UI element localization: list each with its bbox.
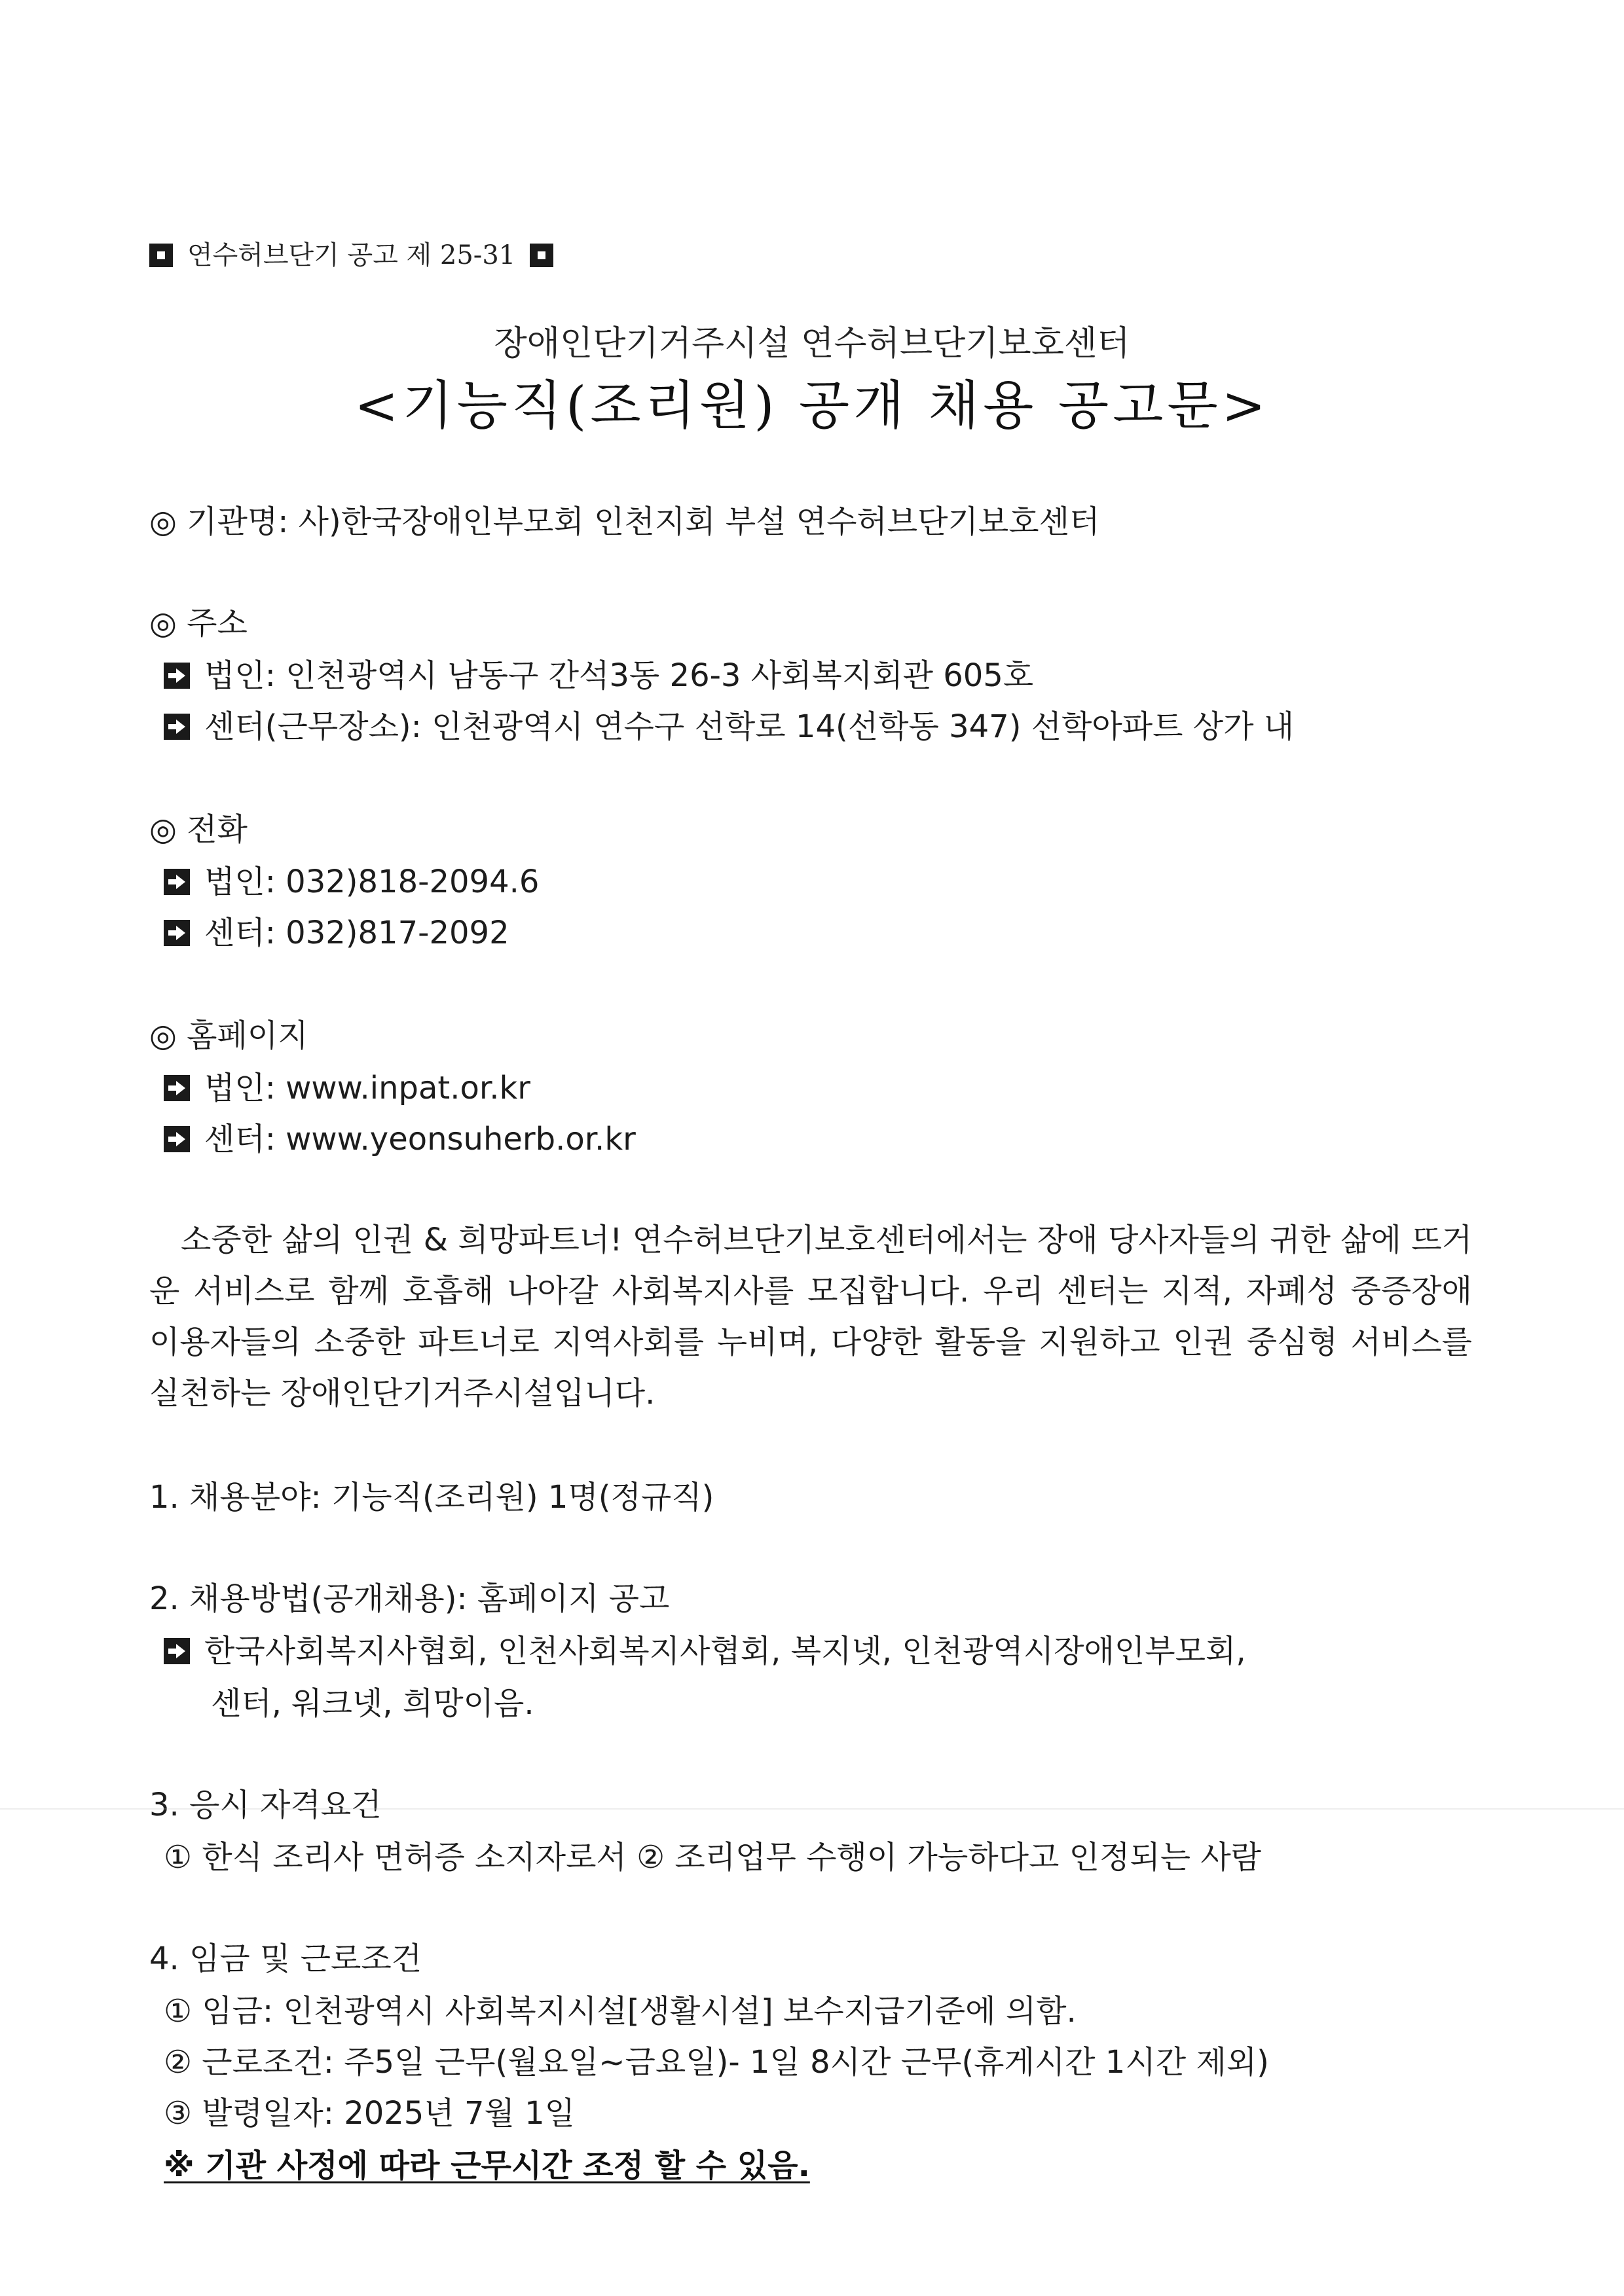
wage-item-1: ① 임금: 인천광역시 사회복지시설[생활시설] 보수지급기준에 의함. — [164, 1993, 1077, 2030]
arrow-right-icon — [164, 1638, 190, 1664]
notice-number — [149, 237, 553, 274]
scan-line-divider — [0, 1808, 1624, 1810]
arrow-right-icon — [164, 869, 190, 895]
homepage-corp — [164, 1067, 530, 1109]
method-line-2: 센터, 워크넷, 희망이음. — [211, 1685, 534, 1722]
square-bullet-icon — [530, 244, 553, 267]
section-method-channels — [164, 1630, 1246, 1672]
arrow-right-icon — [164, 714, 190, 740]
homepage-center-text: 센터: www.yeonsuherb.or.kr — [204, 1121, 636, 1157]
address-corp-text: 법인: 인천광역시 남동구 간석3동 26-3 사회복지회관 605호 — [204, 657, 1034, 694]
org-name: ◎ 기관명: 사)한국장애인부모회 인천지회 부설 연수허브단기보호센터 — [149, 503, 1100, 540]
arrow-right-icon — [164, 1126, 190, 1152]
work-hours-note: ※ 기관 사정에 따라 근무시간 조정 할 수 있음. — [164, 2147, 810, 2184]
address-center — [164, 706, 1294, 748]
square-bullet-icon — [149, 244, 173, 267]
phone-corp — [164, 861, 539, 903]
homepage-corp-text: 법인: www.inpat.or.kr — [204, 1070, 530, 1106]
section-qualification-heading: 3. 응시 자격요건 — [149, 1787, 382, 1823]
wage-item-3: ③ 발령일자: 2025년 7월 1일 — [164, 2095, 576, 2132]
homepage-heading: ◎ 홈페이지 — [149, 1017, 308, 1054]
section-wage-heading: 4. 임금 및 근로조건 — [149, 1941, 422, 1977]
phone-heading: ◎ 전화 — [149, 811, 248, 848]
section-field: 1. 채용분야: 기능직(조리원) 1명(정규직) — [149, 1479, 714, 1516]
qualification-line: ① 한식 조리사 면허증 소지자로서 ② 조리업무 수행이 가능하다고 인정되는 사람 — [164, 1839, 1262, 1876]
organization-title: 장애인단기거주시설 연수허브단기보호센터 — [494, 324, 1130, 363]
phone-center-text: 센터: 032)817-2092 — [204, 915, 509, 951]
homepage-center — [164, 1118, 636, 1160]
arrow-right-icon — [164, 663, 190, 689]
phone-center — [164, 912, 509, 954]
notice-number-text: 연수허브단기 공고 제 25-31 — [187, 240, 516, 270]
phone-corp-text: 법인: 032)818-2094.6 — [204, 864, 540, 900]
address-corp — [164, 655, 1033, 697]
arrow-right-icon — [164, 1075, 190, 1101]
arrow-right-icon — [164, 920, 190, 946]
intro-paragraph: 소중한 삶의 인권 & 희망파트너! 연수허브단기보호센터에서는 장애 당사자들의 귀한 삶에 뜨거운 서비스로 함께 호흡해 나아갈 사회복지사를 모집합니다. 우리 센터는 지적, 자폐성 중증장애 이용자들의 소중한 파트너로 지역사회를 누비며, 다양한 활동을 지원하고 인권 중심형 서비스를 실천하는 장애인단기거주시설입니다. — [149, 1222, 1472, 1412]
section-method-heading: 2. 채용방법(공개채용): 홈페이지 공고 — [149, 1580, 670, 1617]
address-center-text: 센터(근무장소): 인천광역시 연수구 선학로 14(선학동 347) 선학아파트 상가 내 — [204, 708, 1295, 745]
method-line-1: 한국사회복지사협회, 인천사회복지사협회, 복지넷, 인천광역시장애인부모회, — [204, 1633, 1246, 1669]
wage-item-2: ② 근로조건: 주5일 근무(월요일~금요일)- 1일 8시간 근무(휴게시간 1시간 제외) — [164, 2044, 1269, 2081]
page-title: <기능직(조리원) 공개 채용 공고문> — [354, 375, 1270, 436]
address-heading: ◎ 주소 — [149, 605, 248, 642]
